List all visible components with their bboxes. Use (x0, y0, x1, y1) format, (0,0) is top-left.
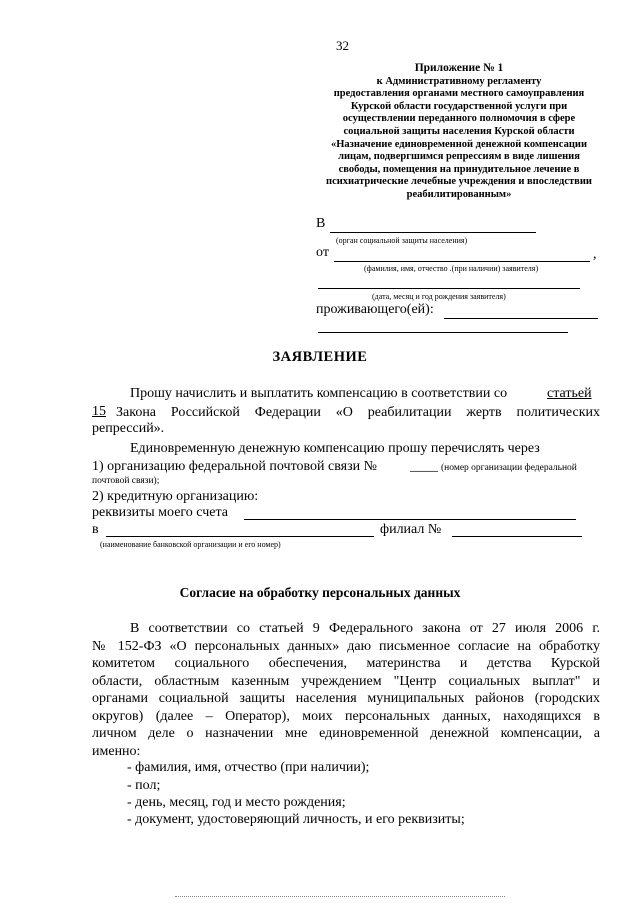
consent-title: Согласие на обработку персональных данных (179, 585, 461, 600)
request-line-2: Закона Российской Федерации «О реабилитации жертв политических (116, 405, 600, 420)
consent-item: - пол; (127, 778, 161, 793)
transfer-intro: Единовременную денежную компенсацию прошу перечислять через (130, 441, 540, 456)
bank-prefix: в (92, 522, 99, 537)
annex-heading: Приложение № 1 (414, 62, 504, 74)
birth-field-line[interactable] (318, 288, 580, 289)
from-suffix: , (593, 247, 597, 262)
annex-line: социальной защиты населения Курской области (343, 125, 575, 137)
consent-item: - день, месяц, год и место рождения; (127, 795, 346, 810)
annex-line: предоставления органами местного самоуправления (333, 88, 585, 100)
option-credit: 2) кредитную организацию: (92, 489, 259, 504)
annex-header (300, 62, 618, 202)
consent-line: личном деле о назначении мне единовременной денежной компенсации, а (92, 726, 600, 741)
consent-line: органами социальной защиты населения муниципальных районов (городских (92, 691, 600, 706)
request-line-1 (130, 386, 507, 402)
residence-label: проживающего(ей): (316, 302, 434, 317)
annex-line: реабилитированным» (406, 188, 512, 200)
annex-line: Курской области государственной услуги при (350, 100, 568, 112)
consent-line: именно: (92, 743, 141, 759)
consent-line: области, областным казенным учреждением "Центр социальных выплат" и (92, 673, 600, 689)
account-field-line[interactable] (244, 519, 576, 520)
bank-field-line[interactable] (106, 536, 374, 537)
from-field-line[interactable] (334, 261, 590, 262)
bank-hint: (наименование банковской организации и его номер) (100, 540, 281, 549)
postal-number-blank[interactable]: ____ (410, 459, 438, 474)
law-article-link[interactable]: статьей (547, 386, 592, 401)
to-field-line[interactable] (330, 232, 536, 233)
account-label: реквизиты моего счета (92, 505, 228, 520)
residence-field-line[interactable] (444, 318, 598, 319)
consent-line: № 152-ФЗ «О персональных данных» даю письменное согласие на обработку (92, 638, 600, 654)
law-article-number-link[interactable]: 15 (92, 404, 106, 419)
page-number: 32 (336, 38, 349, 53)
postal-hint: (номер организации федеральной (441, 463, 577, 473)
from-hint: (фамилия, имя, отчество .(при наличии) заявителя) (364, 264, 539, 273)
page-bottom-artifact (175, 896, 505, 897)
annex-line: «Назначение единовременной денежной компенсации (331, 138, 587, 150)
annex-line: психиатрические лечебные учреждения и впоследствии (326, 176, 592, 188)
branch-field-line[interactable] (452, 536, 582, 537)
residence-field-line-2[interactable] (318, 332, 568, 333)
consent-paragraph (92, 620, 600, 760)
annex-line: свободы, помещения на принудительное лечение в (338, 163, 580, 175)
option-postal: 1) организацию федеральной почтовой связи № (92, 459, 377, 474)
consent-item: - фамилия, имя, отчество (при наличии); (127, 760, 370, 775)
to-hint: (орган социальной защиты населения) (336, 236, 468, 245)
birth-hint: (дата, месяц и год рождения заявителя) (372, 292, 506, 301)
postal-hint-cont: почтовой связи); (92, 476, 160, 486)
annex-line: к Административному регламенту (376, 75, 542, 87)
consent-line: комитетом социального обеспечения, материнства и детства Курской (92, 656, 600, 671)
consent-line: В соответствии со статьей 9 Федерального закона от 27 июля 2006 г. (130, 621, 600, 636)
consent-item: - документ, удостоверяющий личность, и его реквизиты; (127, 812, 465, 827)
annex-line: осуществлении переданного полномочия в сфере (342, 113, 576, 125)
document-title: ЗАЯВЛЕНИЕ (272, 349, 368, 365)
request-line-3: репрессий». (92, 421, 165, 436)
consent-line: округов) (далее – Оператор), моих персональных данных, находящихся в (92, 708, 600, 724)
branch-label: филиал № (380, 522, 442, 537)
to-prefix: В (316, 216, 326, 231)
from-prefix: от (316, 245, 329, 260)
annex-line: лицам, подвергшимся репрессиям в виде лишения (338, 151, 580, 163)
request-text: Прошу начислить и выплатить компенсацию в соответствии со (130, 386, 508, 401)
